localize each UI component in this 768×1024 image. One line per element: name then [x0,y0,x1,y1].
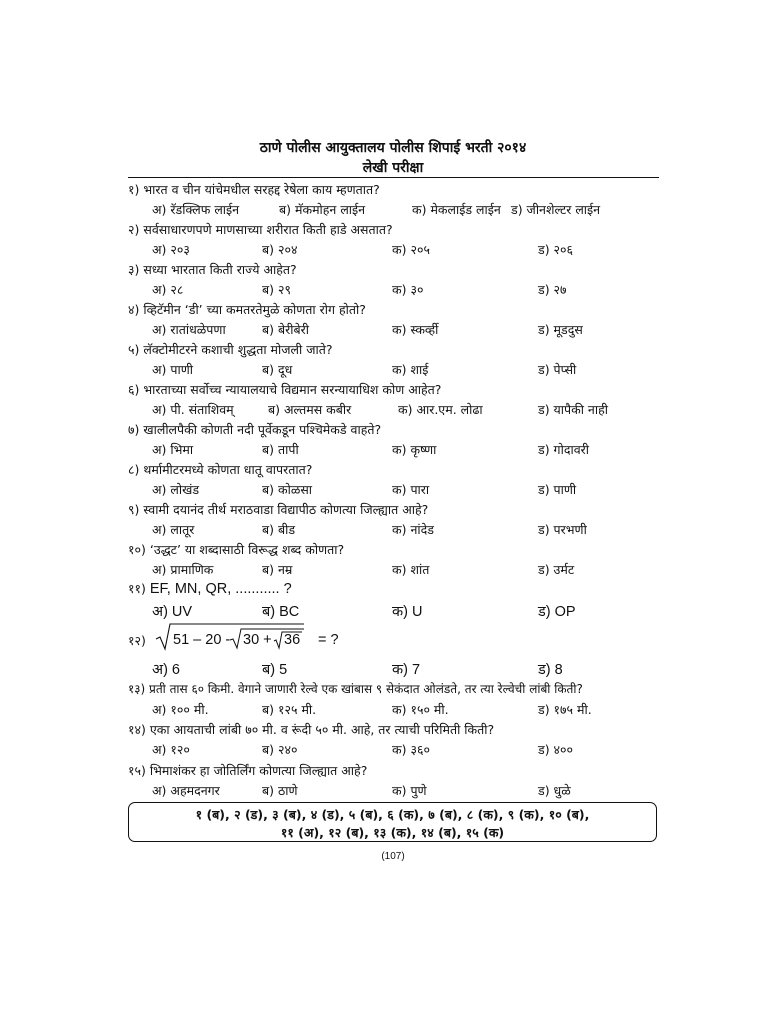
answer-key-line-1: १ (ब), २ (ड), ३ (ब), ४ (ड), ५ (ब), ६ (क), ७ (ब), ८ (क), ९ (क), १० (ब), [195,807,590,822]
question-9: ९) स्वामी दयानंद तीर्थ मराठवाडा विद्यापीठ कोणत्या जिल्ह्यात आहे? [128,502,429,517]
options-2 [152,241,662,259]
formula-equals: = ? [318,632,339,648]
option-3d: ड) २७ [538,282,567,297]
option-3b: ब) २९ [262,282,291,297]
question-13: १३) प्रती तास ६० किमी. वेगाने जाणारी रेल्वे एक खांबास ९ सेकंदात ओलंडते, तर त्या रेल्वेची लांबी किती? [128,682,583,696]
option-4b: ब) बेरीबेरी [262,322,309,337]
option-6d: ड) यापैकी नाही [538,402,608,417]
option-7c: क) कृष्णा [392,442,437,457]
option-6a: अ) पी. संताशिवम् [152,402,234,417]
option-15a: अ) अहमदनगर [152,783,220,798]
option-13c: क) १५० मी. [392,702,449,717]
option-11b: ब) BC [262,604,300,620]
formula-part-b: 30 + [243,632,272,648]
question-14: १४) एका आयताची लांबी ७० मी. व रूंदी ५० मी. आहे, तर त्याची परिमिती किती? [128,722,495,737]
option-15c: क) पुणे [392,783,427,798]
option-6b: ब) अल्तमस कबीर [268,402,352,417]
option-8a: अ) लोखंड [152,482,200,497]
question-1: १) भारत व चीन यांचेमधील सरहद्द रेषेला काय म्हणतात? [128,182,380,197]
option-14b: ब) २४० [262,742,298,757]
option-3a: अ) २८ [152,282,184,297]
option-7a: अ) भिमा [152,442,194,457]
options-13 [152,701,662,719]
answer-key-line-2: ११ (अ), १२ (ब), १३ (क), १४ (ब), १५ (क) [280,825,505,840]
formula-part-a: 51 – 20 - [173,632,231,648]
option-1d: ड) जीनशेल्टर लाईन [511,202,601,217]
option-11c: क) U [392,604,423,620]
option-7d: ड) गोदावरी [538,442,589,457]
option-1a: अ) रॅडक्लिफ लाईन [152,202,240,217]
option-2c: क) २०५ [392,242,430,257]
option-4d: ड) मूडदुस [538,322,583,337]
option-10c: क) शांत [392,562,430,577]
option-5b: ब) दूध [262,362,293,377]
question-3: ३) सध्या भारतात किती राज्ये आहेत? [128,262,297,277]
option-13d: ड) १७५ मी. [538,702,592,717]
option-1b: ब) मॅकमोहन लाईन [279,202,366,217]
options-5 [152,361,662,379]
options-9 [152,521,662,539]
option-6c: क) आर.एम. लोढा [398,402,483,417]
option-14d: ड) ४०० [538,742,574,757]
option-12b: ब) 5 [262,662,288,678]
options-3 [152,281,662,299]
option-5a: अ) पाणी [152,362,194,377]
option-5d: ड) पेप्सी [538,362,577,377]
exam-subtitle: लेखी परीक्षा [362,160,424,176]
answer-key-box [128,802,657,842]
question-15: १५) भिमाशंकर हा जोतिर्लिंग कोणत्या जिल्ह्यात आहे? [128,763,368,778]
option-8c: क) पारा [392,482,430,497]
option-4c: क) स्कर्व्ही [392,322,439,337]
option-15d: ड) धुळे [538,783,571,798]
options-12 [152,659,662,677]
option-1c: क) मेकलाईड लाईन [412,202,501,217]
option-10a: अ) प्रामाणिक [152,562,214,577]
title-divider [128,177,659,178]
question-6: ६) भारताच्या सर्वोच्च न्यायालयाचे विद्यमान सरन्यायाधिश कोण आहेत? [128,382,442,397]
option-7b: ब) तापी [262,442,299,457]
question-12-num: १२) [128,633,146,648]
question-5: ५) लॅक्टोमीटरने कशाची शुद्धता मोजली जाते? [128,342,333,357]
option-2b: ब) २०४ [262,242,298,257]
option-9d: ड) परभणी [538,522,587,537]
formula-part-c: 36 [284,632,301,648]
options-6 [152,401,662,419]
option-13b: ब) १२५ मी. [262,702,317,717]
options-10 [152,561,662,579]
question-7: ७) खालीलपैकी कोणती नदी पूर्वेकडून पश्चिमेकडे वाहते? [128,422,382,437]
option-11d: ड) OP [538,604,576,620]
options-15 [152,782,662,800]
option-4a: अ) रातांधळेपणा [152,322,226,337]
option-9c: क) नांदेड [392,522,434,537]
option-10d: ड) उर्मट [538,562,575,577]
option-12d: ड) 8 [538,662,563,678]
option-5c: क) शाई [392,362,429,377]
question-11: ११) EF, MN, QR, ........... ? [128,581,292,597]
option-12a: अ) 6 [152,662,180,678]
option-2a: अ) २०३ [152,242,190,257]
question-4: ४) व्हिटॅमीन ‘डी’ च्या कमतरतेमुळे कोणता रोग होतो? [128,302,366,317]
option-3c: क) ३० [392,282,424,297]
option-14c: क) ३६० [392,742,430,757]
options-7 [152,441,662,459]
option-14a: अ) १२० [152,742,190,757]
question-2: २) सर्वसाधारणपणे माणसाच्या शरीरात किती हाडे असतात? [128,222,393,237]
page-number: (107) [381,851,405,862]
option-10b: ब) नम्र [262,562,293,577]
options-11 [152,601,662,619]
option-8d: ड) पाणी [538,482,577,497]
option-12c: क) 7 [392,662,421,678]
option-8b: ब) कोळसा [262,482,313,497]
options-4 [152,321,662,339]
question-10: १०) ‘उद्धट’ या शब्दासाठी विरूद्ध शब्द कोणता? [128,542,345,557]
option-15b: ब) ठाणे [262,783,298,798]
option-2d: ड) २०६ [538,242,574,257]
options-14 [152,741,662,759]
option-9a: अ) लातूर [152,522,195,537]
options-8 [152,481,662,499]
exam-title: ठाणे पोलीस आयुक्तालय पोलीस शिपाई भरती २०१४ [259,140,527,156]
options-1 [152,201,662,219]
question-8: ८) थर्मामीटरमध्ये कोणता धातू वापरतात? [128,462,313,477]
option-13a: अ) १०० मी. [152,702,209,717]
option-9b: ब) बीड [262,522,296,537]
option-11a: अ) UV [152,604,193,620]
